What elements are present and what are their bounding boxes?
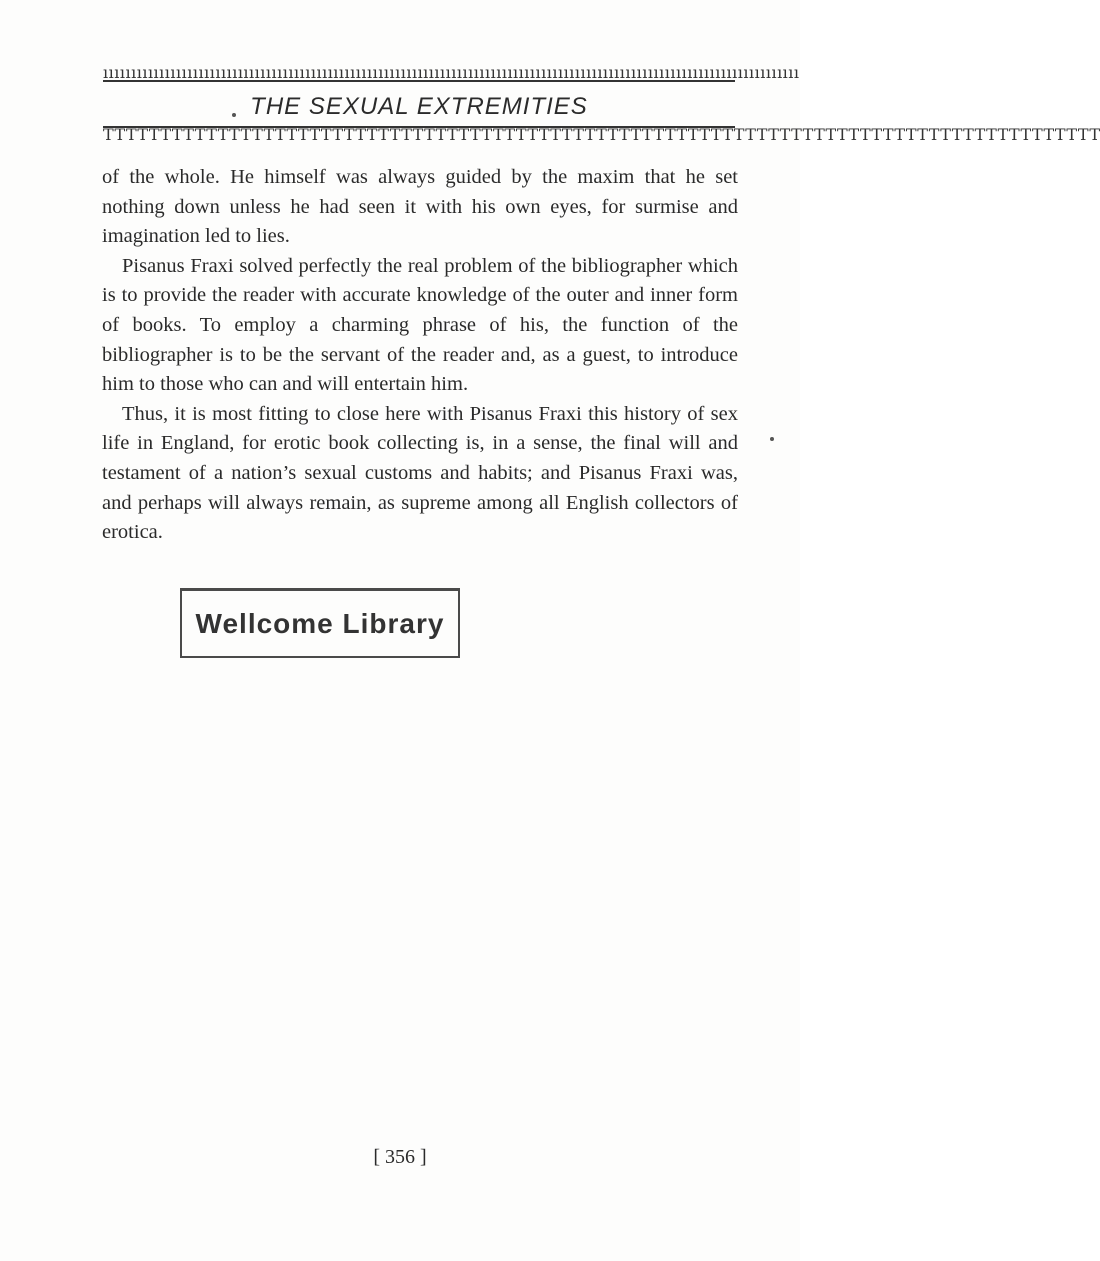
library-stamp-text: Wellcome Library — [195, 607, 445, 639]
body-text — [102, 163, 738, 548]
page-number: [ 356 ] — [373, 1146, 427, 1168]
header-ornament-bottom: TTTTTTTTTTTTTTTTTTTTTTTTTTTTTTTTTTTTTTTTTTTTTTTTTTTTTTTTTTTTTTTTTTTTTTTTTTTTTTTTTTTTTTT — [103, 125, 1100, 144]
paragraph-conclusion: Thus, it is most fitting to close here with Pisanus Fraxi this history of sex life in England, for erotic book collecting is, in a sense, the final will and testament of a nation’s sexual customs and habits; and Pisanus Fraxi was, and perhaps will always remain, as supreme among all English collectors of erotica. — [102, 402, 738, 544]
paragraph-continuation: of the whole. He himself was always guided by the maxim that he set nothing down unless he had seen it with his own eyes, for surmise and imagination led to lies. — [102, 166, 738, 248]
library-stamp — [180, 588, 460, 658]
margin-speck — [232, 113, 236, 117]
margin-speck — [770, 437, 774, 441]
paragraph-bibliographer: Pisanus Fraxi solved perfectly the real problem of the bibliographer which is to provide the reader with accurate knowledge of the outer and inner form of books. To employ a charming phrase of his, the function of the bibliographer is to be the servant of the reader and, as a guest, to introduce him to those who can and will entertain him. — [102, 254, 738, 396]
running-head: THE SEXUAL EXTREMITIES — [250, 93, 588, 120]
header-ornament-top: ıııııııııııııııııııııııııııııııııııııııııııııııııııııııııııııııııııııııııııııııııııııııııııııııııııııııııııııııııııııııııııı — [103, 63, 800, 82]
